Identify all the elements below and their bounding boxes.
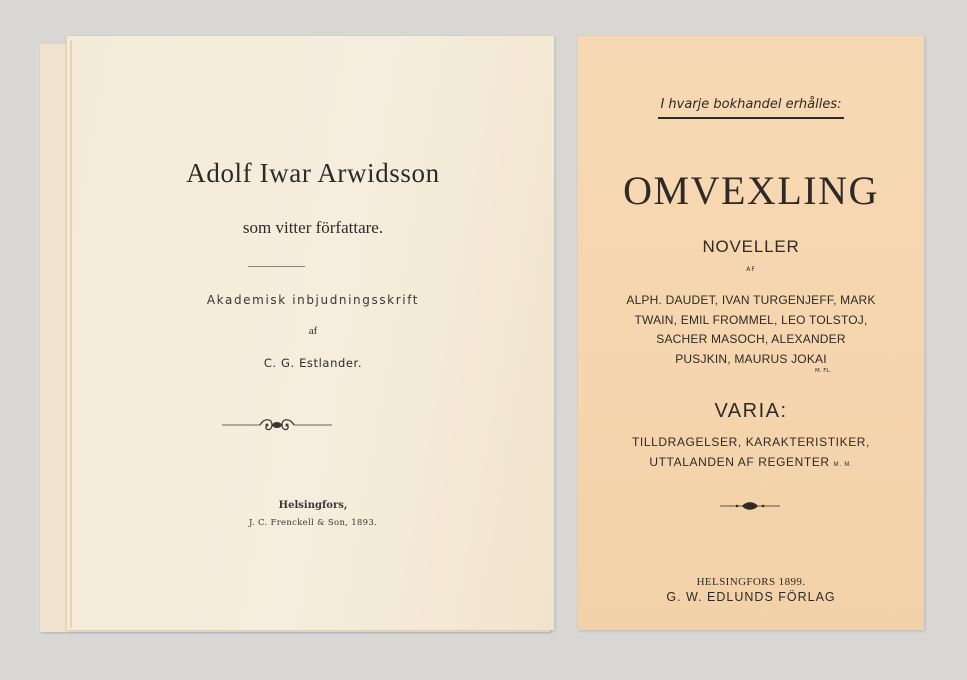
right-place-year: HELSINGFORS 1899.: [696, 576, 806, 588]
right-header: I hvarje bokhandel erhålles:: [660, 97, 842, 112]
right-section-title: NOVELLER: [702, 237, 800, 256]
author-line: TWAIN, EMIL FROMMEL, LEO TOLSTOJ,: [634, 312, 868, 327]
author-line: ALPH. DAUDET, IVAN TURGENJEFF, MARK: [626, 293, 876, 307]
right-varia-list: [578, 433, 924, 475]
left-place: Helsingfors,: [278, 500, 348, 511]
varia-line: [578, 453, 924, 476]
left-description: Akademisk inbjudningsskrift: [206, 293, 420, 307]
varia-line: TILLDRAGELSER, KARAKTERISTIKER,: [632, 435, 870, 449]
left-publisher: J. C. Frenckell & Son, 1893.: [248, 518, 378, 528]
left-title: Adolf Iwar Arwidsson: [186, 158, 440, 188]
right-by: AF: [746, 266, 756, 273]
right-header-underline: [658, 117, 844, 119]
right-publisher: G. W. EDLUNDS FÖRLAG: [666, 590, 836, 604]
author-line: PUSJKIN, MAURUS JOKAI: [675, 351, 827, 366]
varia-suffix: M. M.: [833, 461, 853, 468]
right-varia-title: VARIA:: [714, 400, 788, 422]
right-title: OMVEXLING: [623, 168, 879, 213]
author-line: SACHER MASOCH, ALEXANDER: [656, 332, 846, 346]
left-author: C. G. Estlander.: [263, 356, 363, 370]
right-authors-suffix: M. FL.: [815, 368, 832, 374]
left-divider: [248, 266, 305, 267]
right-ornament-icon: [720, 500, 780, 512]
right-authors-list: [578, 291, 924, 369]
varia-line-text: UTTALANDEN AF REGENTER: [649, 454, 830, 469]
left-ornament-icon: [222, 415, 332, 435]
left-subtitle: som vitter författare.: [242, 218, 384, 237]
left-by: af: [308, 325, 318, 337]
